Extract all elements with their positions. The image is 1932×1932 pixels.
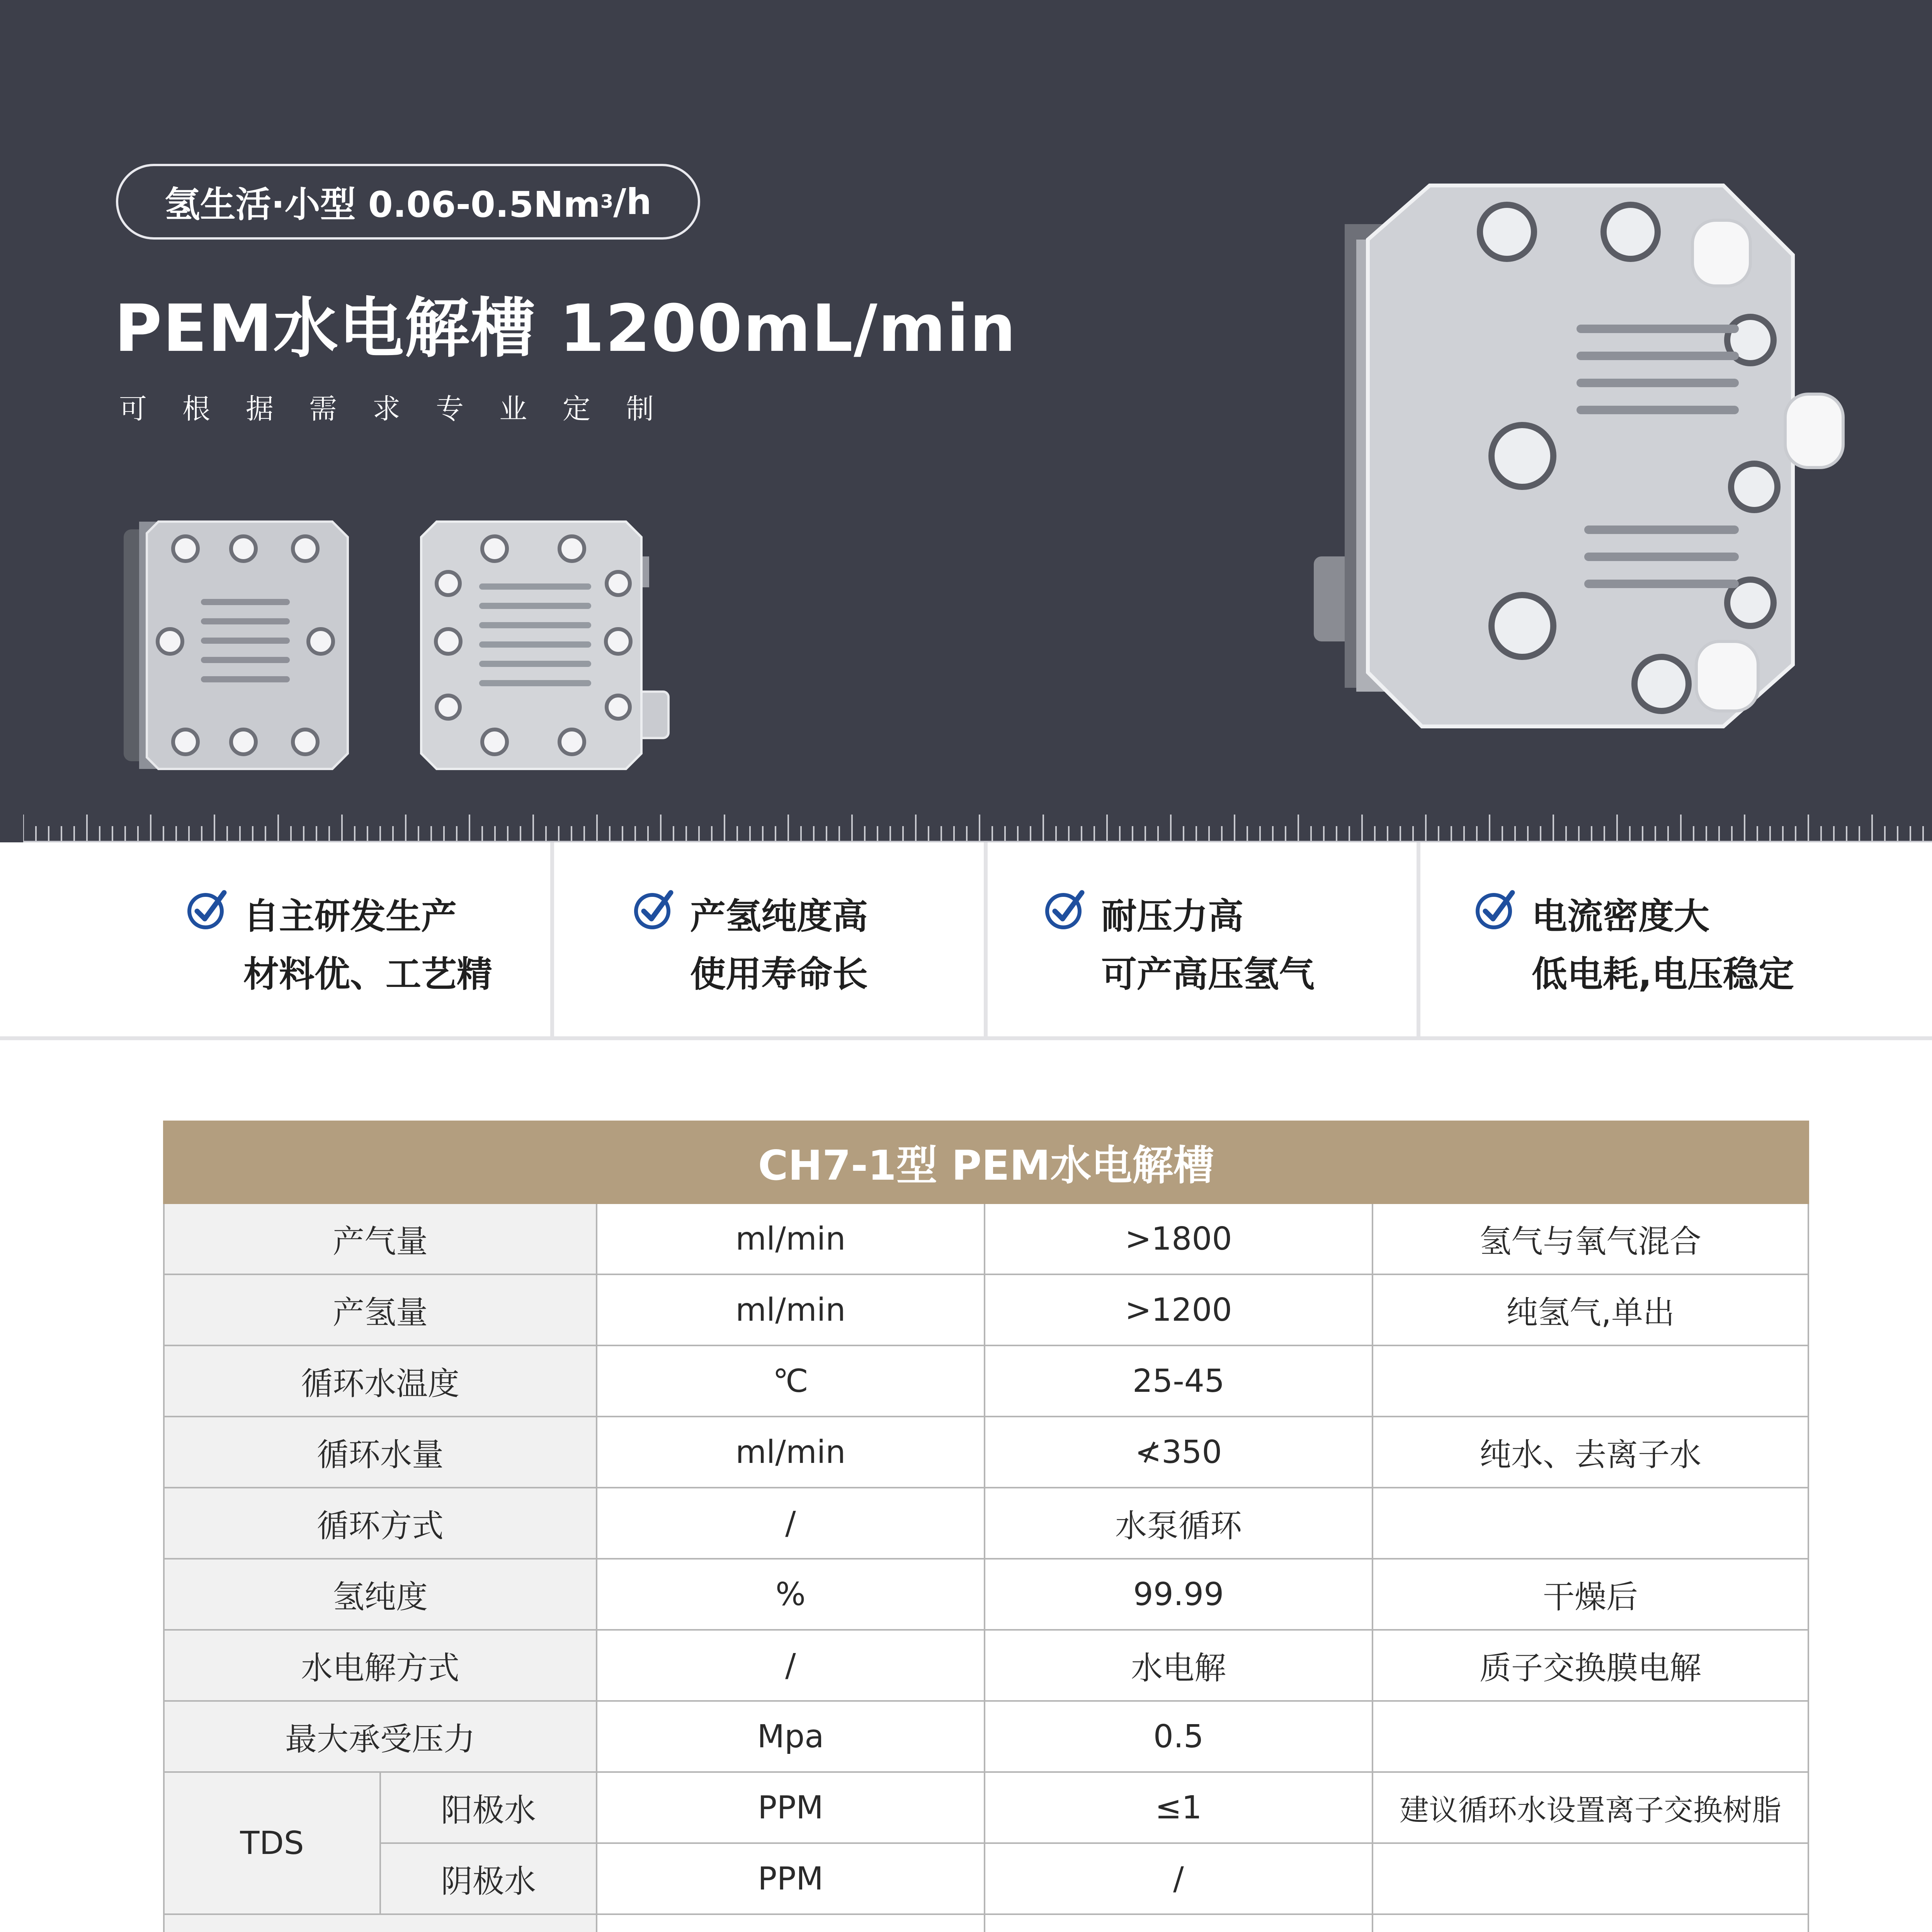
spec-table bbox=[163, 1121, 1809, 1932]
product-image-main bbox=[1306, 178, 1855, 742]
capacity-tag-text: 氢生活·小型 0.06-0.5Nm bbox=[164, 184, 600, 225]
product-image-back bbox=[417, 514, 680, 781]
product-subtitle: 可根据需求专业定制 bbox=[119, 393, 690, 425]
note-cell: 纯氢气,单出 bbox=[1372, 1274, 1808, 1345]
features-strip bbox=[0, 842, 1932, 1040]
feature-desc: 使用寿命长 bbox=[690, 954, 868, 995]
product-image-front bbox=[124, 514, 355, 781]
value-cell: 25-45 bbox=[985, 1345, 1372, 1417]
table-row bbox=[164, 1914, 1808, 1932]
param-cell: 循环方式 bbox=[164, 1488, 597, 1559]
value-cell: 0.5 bbox=[985, 1701, 1372, 1772]
unit-cell: ml/min bbox=[597, 1417, 985, 1488]
param-cell: 氢纯度 bbox=[164, 1559, 597, 1630]
value-cell: 水泵循环 bbox=[985, 1488, 1372, 1559]
param-cell: 循环水量 bbox=[164, 1417, 597, 1488]
unit-cell: PPM bbox=[597, 1843, 985, 1914]
feature-desc: 材料优、工艺精 bbox=[243, 954, 493, 995]
capacity-tag-sup: 3 bbox=[600, 191, 614, 213]
table-row bbox=[164, 1345, 1808, 1417]
check-circle-icon bbox=[185, 889, 228, 931]
unit-cell: PPM bbox=[597, 1772, 985, 1843]
unit-cell: Mpa bbox=[597, 1701, 985, 1772]
param-cell: 循环水温度 bbox=[164, 1345, 597, 1417]
note-cell: 氢气与氧气混合 bbox=[1372, 1203, 1808, 1274]
value-cell bbox=[985, 1914, 1372, 1932]
param-cell: 阴极水 bbox=[380, 1843, 597, 1914]
unit-cell: / bbox=[597, 1630, 985, 1701]
note-cell bbox=[1372, 1345, 1808, 1417]
table-row bbox=[164, 1843, 1808, 1914]
feature-divider bbox=[984, 842, 988, 1036]
feature-title: 电流密度大 bbox=[1532, 896, 1710, 937]
capacity-tag-unit: /h bbox=[613, 181, 652, 223]
note-cell bbox=[1372, 1701, 1808, 1772]
unit-cell: ℃ bbox=[597, 1345, 985, 1417]
spec-table-title: CH7-1型 PEM水电解槽 bbox=[164, 1121, 1808, 1203]
table-row bbox=[164, 1559, 1808, 1630]
param-cell bbox=[164, 1914, 597, 1932]
group-cell-tds: TDS bbox=[164, 1772, 380, 1914]
unit-cell bbox=[597, 1914, 985, 1932]
param-cell: 产氢量 bbox=[164, 1274, 597, 1345]
feature-desc: 可产高压氢气 bbox=[1101, 954, 1315, 995]
product-title: PEM水电解槽 1200mL/min bbox=[114, 291, 1017, 366]
ruler-decoration bbox=[23, 792, 1932, 842]
note-cell: 干燥后 bbox=[1372, 1559, 1808, 1630]
feature-divider bbox=[1417, 842, 1420, 1036]
check-circle-icon bbox=[1474, 889, 1516, 931]
unit-cell: / bbox=[597, 1488, 985, 1559]
table-row bbox=[164, 1488, 1808, 1559]
param-cell: 水电解方式 bbox=[164, 1630, 597, 1701]
capacity-tag bbox=[116, 164, 700, 240]
param-cell: 阳极水 bbox=[380, 1772, 597, 1843]
unit-cell: ml/min bbox=[597, 1274, 985, 1345]
value-cell: >1800 bbox=[985, 1203, 1372, 1274]
note-cell: 建议循环水设置离子交换树脂 bbox=[1372, 1772, 1808, 1843]
feature-title: 产氢纯度高 bbox=[690, 896, 868, 937]
table-row bbox=[164, 1772, 1808, 1843]
check-circle-icon bbox=[632, 889, 675, 931]
feature-title: 耐压力高 bbox=[1101, 896, 1244, 937]
unit-cell: % bbox=[597, 1559, 985, 1630]
value-cell: >1200 bbox=[985, 1274, 1372, 1345]
table-row bbox=[164, 1274, 1808, 1345]
table-row bbox=[164, 1203, 1808, 1274]
note-cell bbox=[1372, 1488, 1808, 1559]
unit-cell: ml/min bbox=[597, 1203, 985, 1274]
note-cell bbox=[1372, 1914, 1808, 1932]
feature-desc: 低电耗,电压稳定 bbox=[1532, 954, 1794, 995]
value-cell: ≤1 bbox=[985, 1772, 1372, 1843]
feature-title: 自主研发生产 bbox=[243, 896, 457, 937]
feature-divider bbox=[550, 842, 554, 1036]
note-cell: 质子交换膜电解 bbox=[1372, 1630, 1808, 1701]
param-cell: 产气量 bbox=[164, 1203, 597, 1274]
check-circle-icon bbox=[1043, 889, 1086, 931]
table-row bbox=[164, 1630, 1808, 1701]
note-cell: 纯水、去离子水 bbox=[1372, 1417, 1808, 1488]
note-cell bbox=[1372, 1843, 1808, 1914]
value-cell: 99.99 bbox=[985, 1559, 1372, 1630]
table-row bbox=[164, 1701, 1808, 1772]
value-cell: 水电解 bbox=[985, 1630, 1372, 1701]
value-cell: ≮350 bbox=[985, 1417, 1372, 1488]
value-cell: / bbox=[985, 1843, 1372, 1914]
hero-banner bbox=[0, 0, 1932, 842]
param-cell: 最大承受压力 bbox=[164, 1701, 597, 1772]
table-row bbox=[164, 1417, 1808, 1488]
